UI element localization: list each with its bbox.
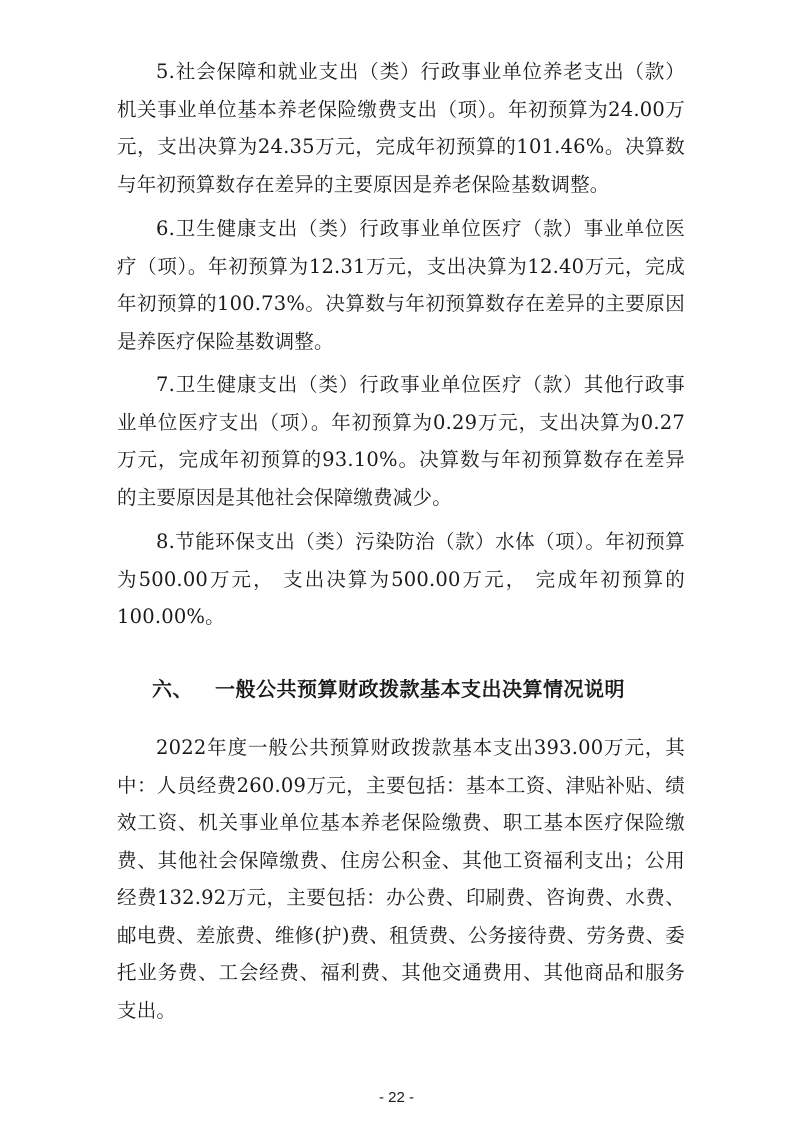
paragraph-item-7: 7.卫生健康支出（类）行政事业单位医疗（款）其他行政事业单位医疗支出（项）。年初预算为0.29万元，支出决算为0.27万元，完成年初预算的93.10%。决算数与年初预算数存在差异的主要原因是其他社会保障缴费减少。 [117, 373, 685, 509]
paragraph-item-5: 5.社会保障和就业支出（类）行政事业单位养老支出（款）机关事业单位基本养老保险缴费支出（项）。年初预算为24.00万元，支出决算为24.35万元，完成年初预算的101.46%。决算数与年初预算数存在差异的主要原因是养老保险基数调整。 [117, 60, 685, 196]
section-number: 六、 [152, 677, 193, 701]
page-number: - 22 - [378, 1089, 414, 1106]
section-title: 一般公共预算财政拨款基本支出决算情况说明 [215, 677, 625, 701]
paragraph-item-6: 6.卫生健康支出（类）行政事业单位医疗（款）事业单位医疗（项）。年初预算为12.31万元，支出决算为12.40万元，完成年初预算的100.73%。决算数与年初预算数存在差异的主要原因是养医疗保险基数调整。 [117, 217, 685, 353]
section-body-paragraph: 2022年度一般公共预算财政拨款基本支出393.00万元，其中：人员经费260.09万元，主要包括：基本工资、津贴补贴、绩效工资、机关事业单位基本养老保险缴费、职工基本医疗保险缴费、其他社会保障缴费、住房公积金、其他工资福利支出；公用经费132.92万元，主要包括：办公费、印刷费、咨询费、水费、邮电费、差旅费、维修(护)费、租赁费、公务接待费、劳务费、委托业务费、工会经费、福利费、其他交通费用、其他商品和服务支出。 [117, 736, 685, 1022]
section-heading [152, 673, 625, 705]
paragraph-item-8: 8.节能环保支出（类）污染防治（款）水体（项）。年初预算为500.00万元， 支出决算为500.00万元， 完成年初预算的100.00%。 [117, 530, 685, 628]
